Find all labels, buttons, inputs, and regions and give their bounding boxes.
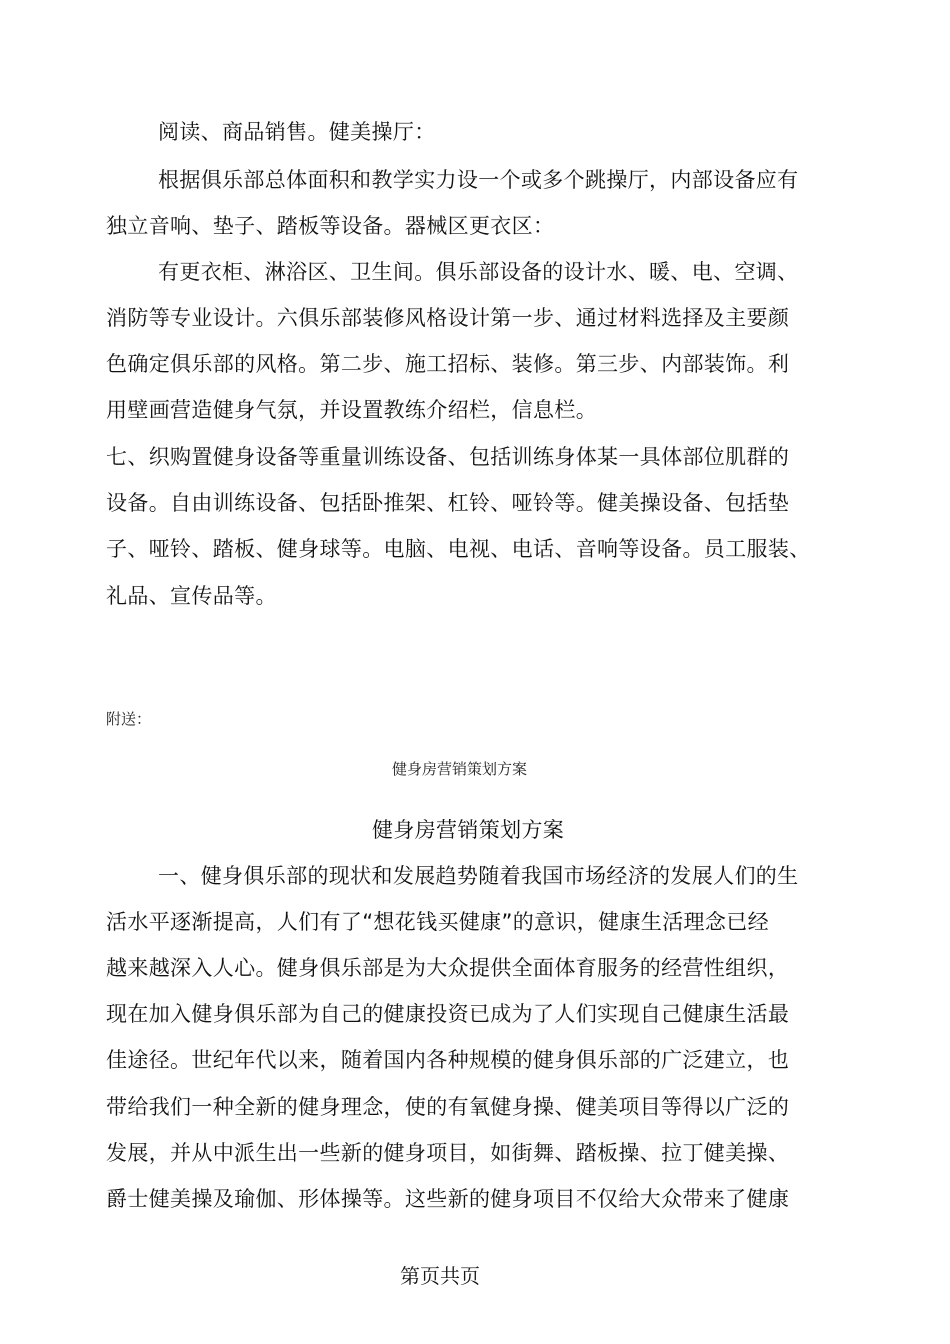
page-footer: 第页共页 — [400, 1264, 480, 1288]
paragraph-line: 设备。自由训练设备、包括卧推架、杠铃、哑铃等。健美操设备、包括垫 — [106, 491, 790, 515]
paragraph-line: 越来越深入人心。健身俱乐部是为大众提供全面体育服务的经营性组织， — [106, 956, 790, 980]
paragraph-line: 七、织购置健身设备等重量训练设备、包括训练身体某一具体部位肌群的 — [106, 445, 790, 469]
paragraph-line: 爵士健美操及瑜伽、形体操等。这些新的健身项目不仅给大众带来了健康 — [106, 1187, 790, 1211]
paragraph-line: 一、健身俱乐部的现状和发展趋势随着我国市场经济的发展人们的生 — [158, 864, 799, 888]
paragraph-line: 用壁画营造健身气氛，并设置教练介绍栏，信息栏。 — [106, 398, 598, 422]
paragraph-line: 独立音响、垫子、踏板等设备。器械区更衣区： — [106, 214, 555, 238]
paragraph-line: 有更衣柜、淋浴区、卫生间。俱乐部设备的设计水、暖、电、空调、 — [158, 260, 799, 284]
paragraph-line: 色确定俱乐部的风格。第二步、施工招标、装修。第三步、内部装饰。利 — [106, 352, 790, 376]
paragraph-line: 消防等专业设计。六俱乐部装修风格设计第一步、通过材料选择及主要颜 — [106, 306, 790, 330]
paragraph-line: 佳途径。世纪年代以来，随着国内各种规模的健身俱乐部的广泛建立，也 — [106, 1048, 790, 1072]
paragraph-line: 现在加入健身俱乐部为自己的健康投资已成为了人们实现自己健康生活最 — [106, 1002, 790, 1026]
paragraph-line: 礼品、宣传品等。 — [106, 584, 277, 608]
paragraph-line: 带给我们一种全新的健身理念，使的有氧健身操、健美项目等得以广泛的 — [106, 1095, 790, 1119]
attachment-subtitle: 健身房营销策划方案 — [392, 760, 528, 778]
section-title: 健身房营销策划方案 — [372, 818, 565, 842]
attachment-label: 附送： — [106, 710, 152, 728]
paragraph-line: 子、哑铃、踏板、健身球等。电脑、电视、电话、音响等设备。员工服装、 — [106, 537, 811, 561]
paragraph-line: 发展，并从中派生出一些新的健身项目，如街舞、踏板操、拉丁健美操、 — [106, 1141, 790, 1165]
paragraph-line: 活水平逐渐提高，人们有了“想花钱买健康”的意识，健康生活理念已经 — [106, 910, 769, 934]
paragraph-line: 阅读、商品销售。健美操厅： — [158, 120, 436, 144]
paragraph-line: 根据俱乐部总体面积和教学实力设一个或多个跳操厅，内部设备应有 — [158, 168, 799, 192]
